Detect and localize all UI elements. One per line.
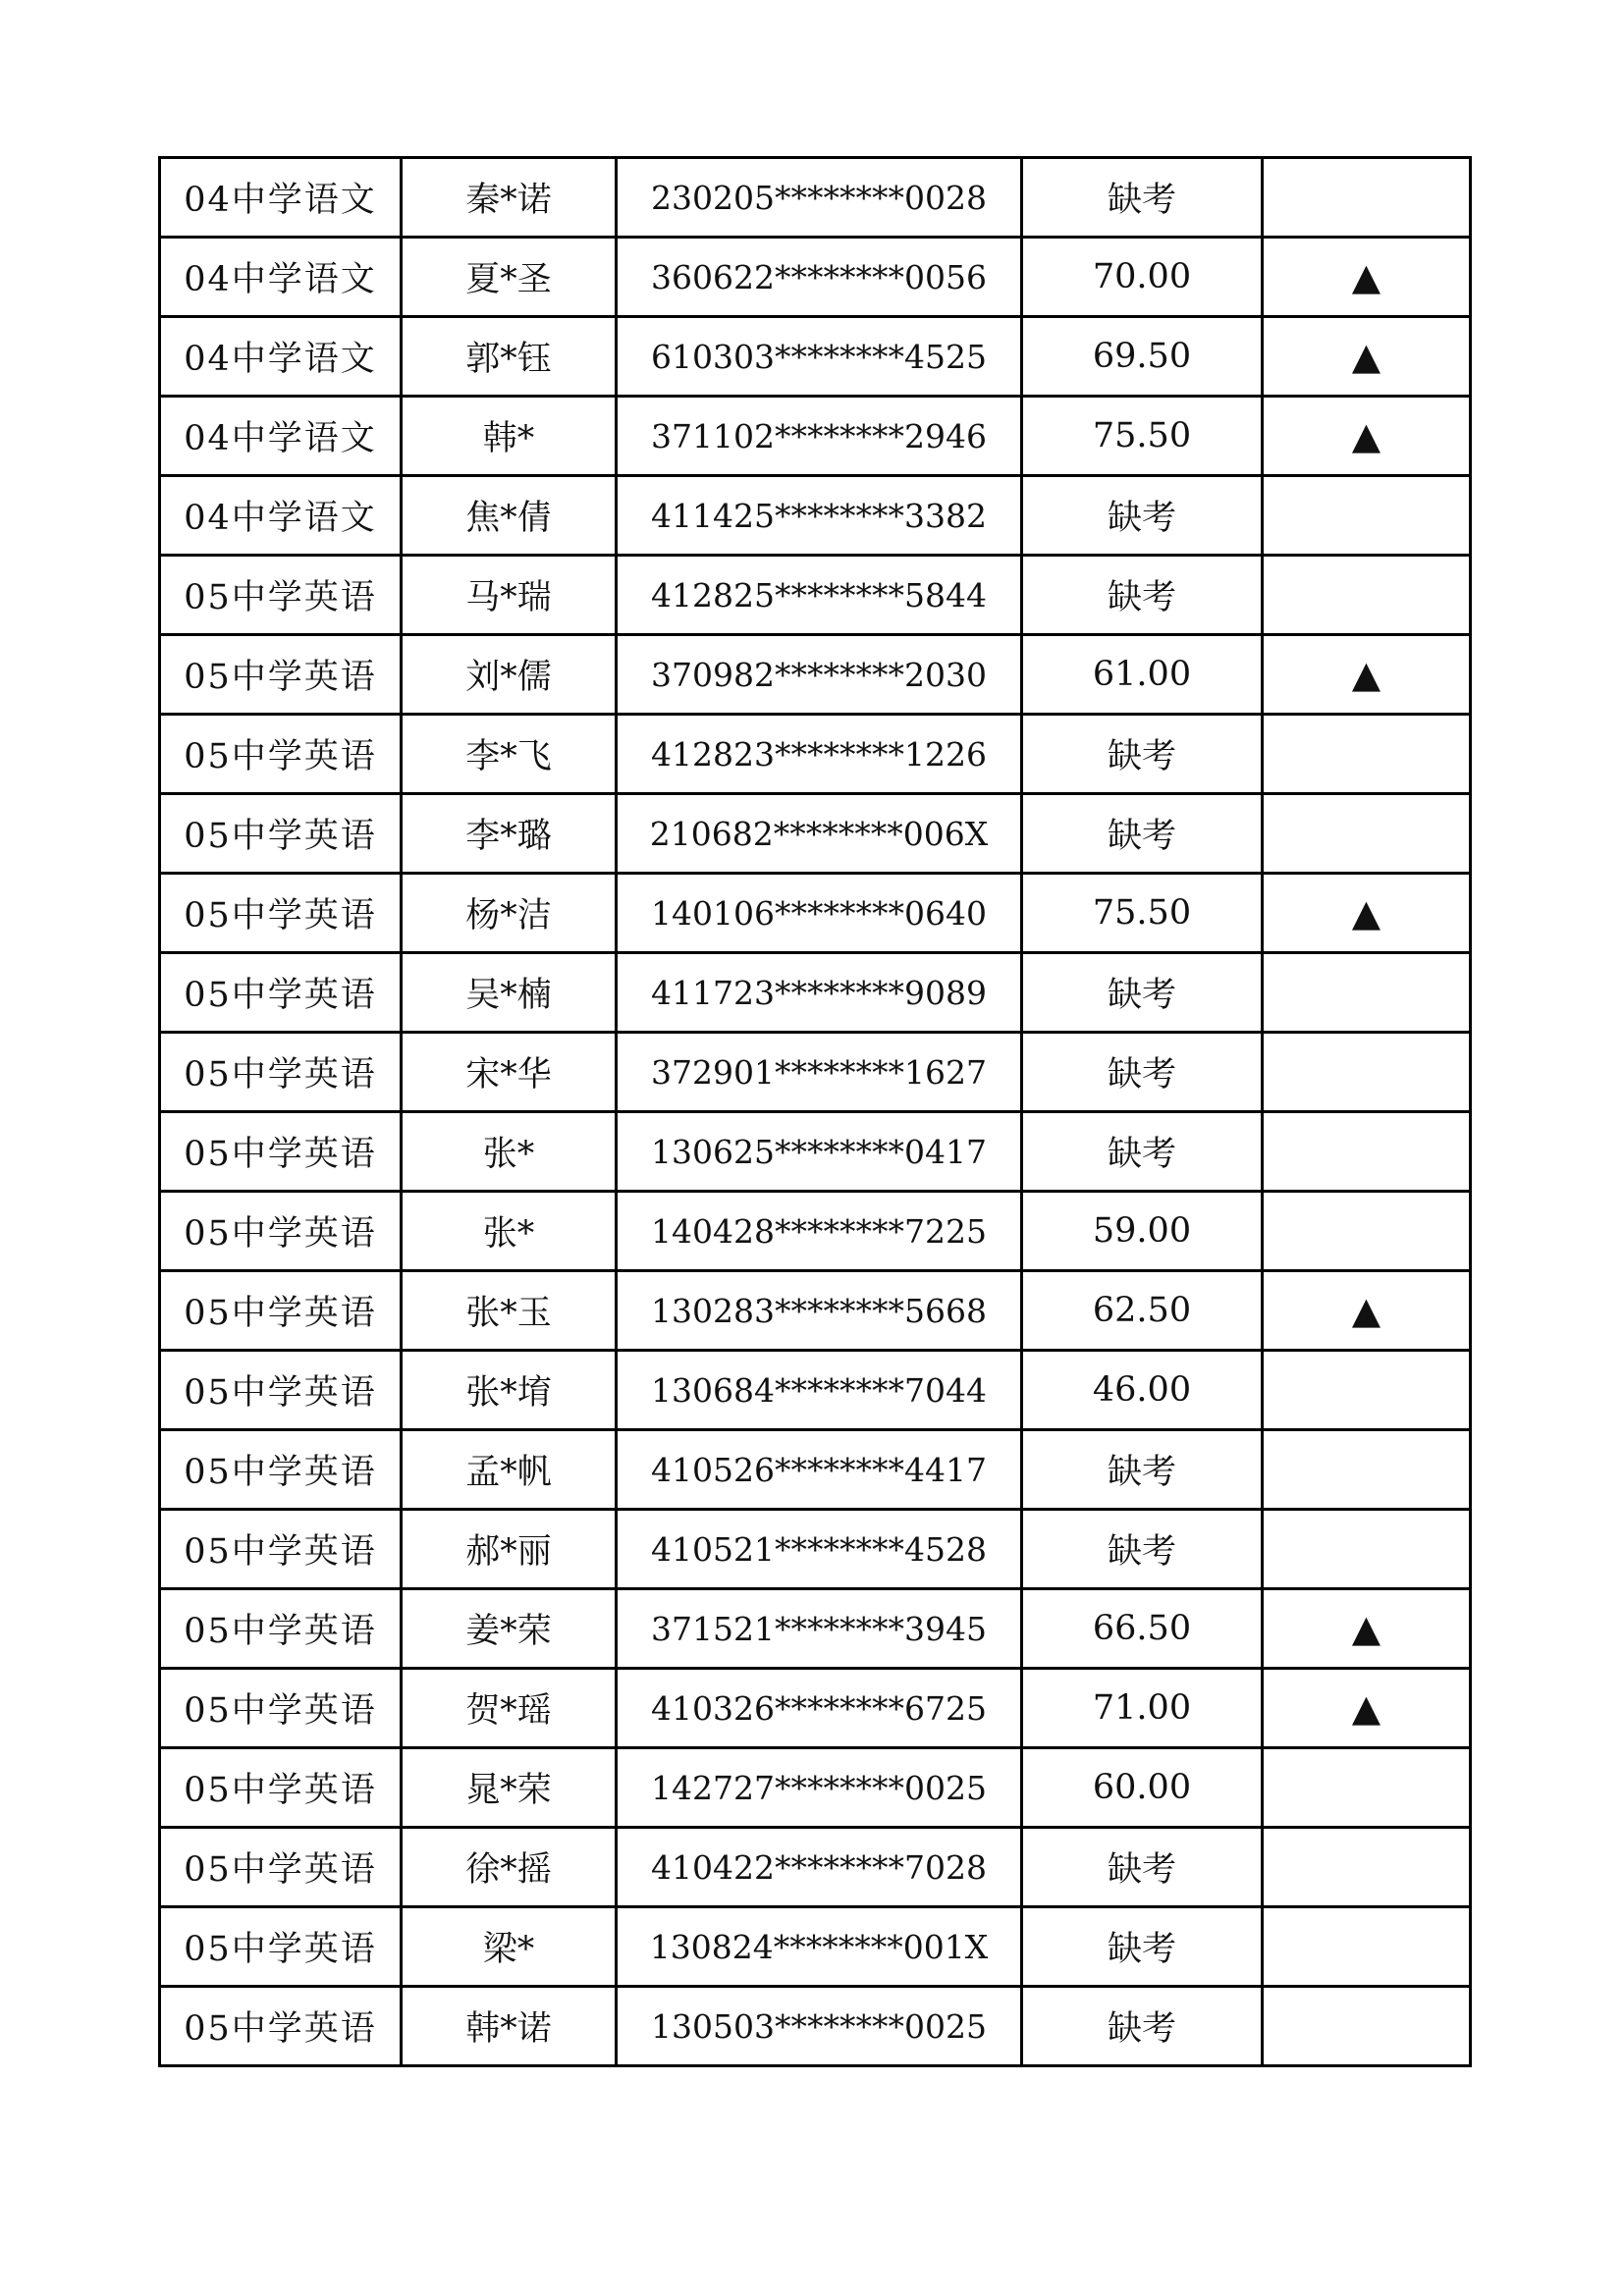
qualified-mark-cell	[1263, 476, 1471, 556]
id-number-cell: 610303********4525	[617, 317, 1022, 397]
score-cell: 59.00	[1022, 1192, 1263, 1271]
subject-cell: 05中学英语	[160, 556, 402, 635]
table-row	[160, 794, 1471, 874]
table-row	[160, 1271, 1471, 1351]
id-number-cell: 411723********9089	[617, 953, 1022, 1033]
qualified-mark-cell: ▲	[1263, 238, 1471, 317]
qualified-mark-cell	[1263, 715, 1471, 794]
table-row	[160, 1112, 1471, 1192]
subject-cell: 04中学语文	[160, 238, 402, 317]
subject-cell: 05中学英语	[160, 1192, 402, 1271]
subject-cell: 05中学英语	[160, 1430, 402, 1510]
score-cell: 缺考	[1022, 953, 1263, 1033]
candidate-name-cell: 焦*倩	[402, 476, 617, 556]
score-cell: 71.00	[1022, 1669, 1263, 1748]
score-cell: 缺考	[1022, 1987, 1263, 2066]
qualified-mark-cell	[1263, 1112, 1471, 1192]
candidate-name-cell: 姜*荣	[402, 1589, 617, 1669]
qualified-mark-cell: ▲	[1263, 397, 1471, 476]
score-cell: 缺考	[1022, 1033, 1263, 1112]
qualified-mark-cell	[1263, 1510, 1471, 1589]
qualified-mark-cell: ▲	[1263, 874, 1471, 953]
subject-cell: 05中学英语	[160, 1748, 402, 1828]
score-cell: 缺考	[1022, 476, 1263, 556]
id-number-cell: 230205********0028	[617, 158, 1022, 238]
qualified-mark-cell	[1263, 1192, 1471, 1271]
id-number-cell: 371521********3945	[617, 1589, 1022, 1669]
score-cell: 缺考	[1022, 1828, 1263, 1907]
subject-cell: 05中学英语	[160, 1907, 402, 1987]
qualified-mark-cell	[1263, 1987, 1471, 2066]
qualified-mark-cell: ▲	[1263, 635, 1471, 715]
qualified-mark-cell	[1263, 1430, 1471, 1510]
score-cell: 缺考	[1022, 1112, 1263, 1192]
score-cell: 缺考	[1022, 1907, 1263, 1987]
candidate-name-cell: 张*	[402, 1192, 617, 1271]
table-row	[160, 953, 1471, 1033]
qualified-mark-cell: ▲	[1263, 1589, 1471, 1669]
candidate-name-cell: 秦*诺	[402, 158, 617, 238]
qualified-mark-cell	[1263, 1748, 1471, 1828]
id-number-cell: 130503********0025	[617, 1987, 1022, 2066]
candidate-name-cell: 夏*圣	[402, 238, 617, 317]
table-row	[160, 556, 1471, 635]
qualified-mark-cell: ▲	[1263, 1271, 1471, 1351]
score-cell: 70.00	[1022, 238, 1263, 317]
score-table	[158, 156, 1472, 2067]
candidate-name-cell: 马*瑞	[402, 556, 617, 635]
qualified-mark-cell	[1263, 953, 1471, 1033]
subject-cell: 05中学英语	[160, 1828, 402, 1907]
score-cell: 75.50	[1022, 874, 1263, 953]
subject-cell: 05中学英语	[160, 1669, 402, 1748]
score-cell: 缺考	[1022, 715, 1263, 794]
table-row	[160, 1510, 1471, 1589]
id-number-cell: 130625********0417	[617, 1112, 1022, 1192]
subject-cell: 05中学英语	[160, 1351, 402, 1430]
score-cell: 缺考	[1022, 1510, 1263, 1589]
score-cell: 缺考	[1022, 794, 1263, 874]
qualified-mark-cell	[1263, 1033, 1471, 1112]
qualified-mark-cell	[1263, 1351, 1471, 1430]
id-number-cell: 412825********5844	[617, 556, 1022, 635]
id-number-cell: 360622********0056	[617, 238, 1022, 317]
table-row	[160, 238, 1471, 317]
subject-cell: 05中学英语	[160, 953, 402, 1033]
table-row	[160, 715, 1471, 794]
id-number-cell: 411425********3382	[617, 476, 1022, 556]
score-cell: 缺考	[1022, 158, 1263, 238]
qualified-mark-cell	[1263, 1907, 1471, 1987]
candidate-name-cell: 吴*楠	[402, 953, 617, 1033]
subject-cell: 05中学英语	[160, 1112, 402, 1192]
candidate-name-cell: 郭*钰	[402, 317, 617, 397]
candidate-name-cell: 郝*丽	[402, 1510, 617, 1589]
candidate-name-cell: 张*堉	[402, 1351, 617, 1430]
table-row	[160, 1351, 1471, 1430]
id-number-cell: 410526********4417	[617, 1430, 1022, 1510]
table-row	[160, 1748, 1471, 1828]
qualified-mark-cell	[1263, 1828, 1471, 1907]
table-row	[160, 476, 1471, 556]
subject-cell: 05中学英语	[160, 794, 402, 874]
table-row	[160, 397, 1471, 476]
table-row	[160, 1430, 1471, 1510]
table-row	[160, 1669, 1471, 1748]
subject-cell: 05中学英语	[160, 1589, 402, 1669]
candidate-name-cell: 张*	[402, 1112, 617, 1192]
id-number-cell: 410521********4528	[617, 1510, 1022, 1589]
subject-cell: 05中学英语	[160, 1987, 402, 2066]
candidate-name-cell: 孟*帆	[402, 1430, 617, 1510]
score-cell: 75.50	[1022, 397, 1263, 476]
table-row	[160, 635, 1471, 715]
subject-cell: 04中学语文	[160, 158, 402, 238]
candidate-name-cell: 宋*华	[402, 1033, 617, 1112]
candidate-name-cell: 徐*摇	[402, 1828, 617, 1907]
table-row	[160, 1907, 1471, 1987]
table-row	[160, 317, 1471, 397]
subject-cell: 04中学语文	[160, 476, 402, 556]
score-cell: 46.00	[1022, 1351, 1263, 1430]
candidate-name-cell: 杨*洁	[402, 874, 617, 953]
candidate-name-cell: 李*璐	[402, 794, 617, 874]
id-number-cell: 210682********006X	[617, 794, 1022, 874]
score-cell: 缺考	[1022, 556, 1263, 635]
subject-cell: 05中学英语	[160, 874, 402, 953]
qualified-mark-cell: ▲	[1263, 1669, 1471, 1748]
qualified-mark-cell	[1263, 158, 1471, 238]
score-cell: 缺考	[1022, 1430, 1263, 1510]
score-table-body	[160, 158, 1471, 2066]
score-cell: 69.50	[1022, 317, 1263, 397]
candidate-name-cell: 梁*	[402, 1907, 617, 1987]
subject-cell: 04中学语文	[160, 397, 402, 476]
table-row	[160, 874, 1471, 953]
candidate-name-cell: 贺*瑶	[402, 1669, 617, 1748]
qualified-mark-cell	[1263, 556, 1471, 635]
score-cell: 66.50	[1022, 1589, 1263, 1669]
id-number-cell: 370982********2030	[617, 635, 1022, 715]
subject-cell: 05中学英语	[160, 1033, 402, 1112]
id-number-cell: 130283********5668	[617, 1271, 1022, 1351]
candidate-name-cell: 张*玉	[402, 1271, 617, 1351]
score-cell: 60.00	[1022, 1748, 1263, 1828]
table-row	[160, 1828, 1471, 1907]
table-row	[160, 1589, 1471, 1669]
score-cell: 62.50	[1022, 1271, 1263, 1351]
subject-cell: 05中学英语	[160, 1510, 402, 1589]
score-cell: 61.00	[1022, 635, 1263, 715]
table-row	[160, 1987, 1471, 2066]
id-number-cell: 371102********2946	[617, 397, 1022, 476]
id-number-cell: 412823********1226	[617, 715, 1022, 794]
id-number-cell: 372901********1627	[617, 1033, 1022, 1112]
candidate-name-cell: 韩*	[402, 397, 617, 476]
id-number-cell: 410326********6725	[617, 1669, 1022, 1748]
subject-cell: 05中学英语	[160, 1271, 402, 1351]
candidate-name-cell: 晁*荣	[402, 1748, 617, 1828]
subject-cell: 05中学英语	[160, 715, 402, 794]
qualified-mark-cell: ▲	[1263, 317, 1471, 397]
table-row	[160, 158, 1471, 238]
table-row	[160, 1033, 1471, 1112]
id-number-cell: 130824********001X	[617, 1907, 1022, 1987]
subject-cell: 05中学英语	[160, 635, 402, 715]
id-number-cell: 140428********7225	[617, 1192, 1022, 1271]
table-row	[160, 1192, 1471, 1271]
subject-cell: 04中学语文	[160, 317, 402, 397]
id-number-cell: 130684********7044	[617, 1351, 1022, 1430]
id-number-cell: 410422********7028	[617, 1828, 1022, 1907]
candidate-name-cell: 韩*诺	[402, 1987, 617, 2066]
id-number-cell: 142727********0025	[617, 1748, 1022, 1828]
id-number-cell: 140106********0640	[617, 874, 1022, 953]
qualified-mark-cell	[1263, 794, 1471, 874]
candidate-name-cell: 李*飞	[402, 715, 617, 794]
candidate-name-cell: 刘*儒	[402, 635, 617, 715]
